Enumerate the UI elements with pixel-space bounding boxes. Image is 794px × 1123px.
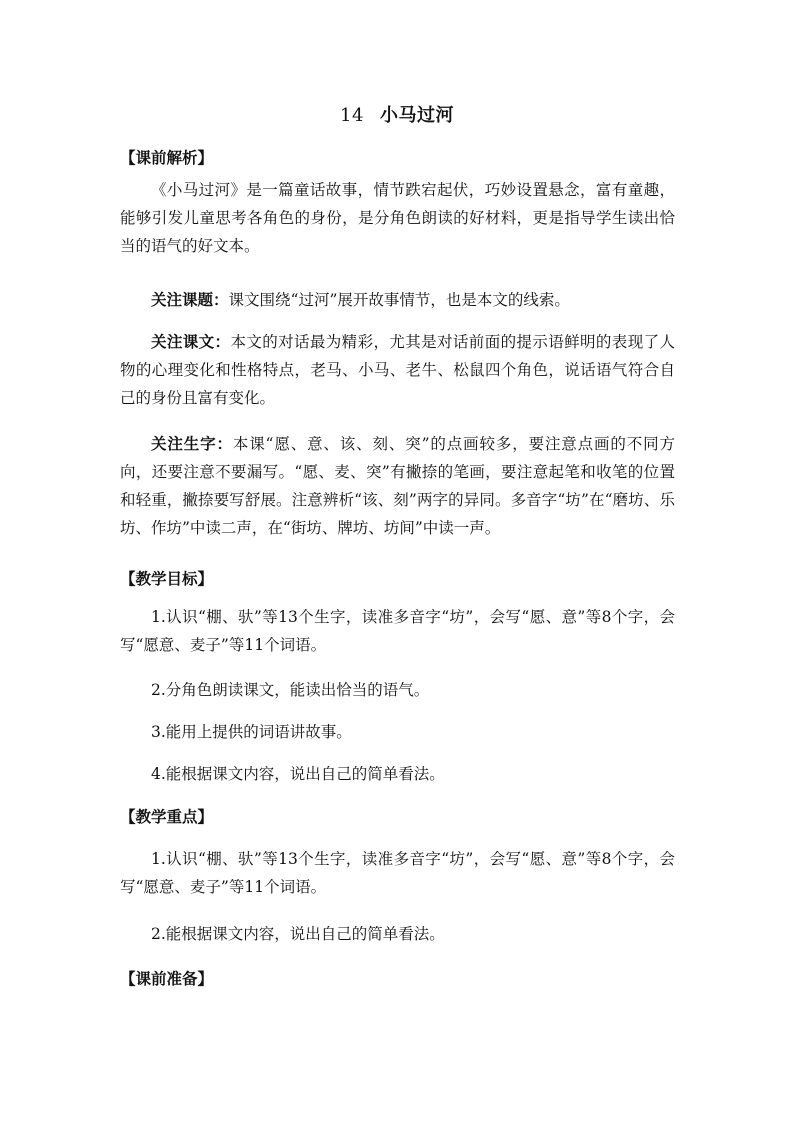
page-title — [0, 101, 794, 127]
goal-item-3: 3.能用上提供的词语讲故事。 — [151, 723, 352, 741]
goal-item-2: 2.分角色朗读课文，能读出恰当的语气。 — [151, 681, 430, 699]
title-number: 14 — [340, 105, 364, 126]
analysis-intro-paragraph: 《小马过河》是一篇童话故事，情节跌宕起伏，巧妙设置悬念，富有童趣，能够引发儿童思考各角色的身份，是分角色朗读的好材料，更是指导学生读出恰当的语气的好文本。 — [120, 181, 675, 255]
chars-paragraph — [120, 430, 675, 542]
topic-label: 关注课题： — [151, 290, 229, 309]
topic-text: 课文围绕“过河”展开故事情节，也是本文的线索。 — [228, 291, 570, 309]
goal-item-4: 4.能根据课文内容，说出自己的简单看法。 — [151, 765, 445, 783]
topic-paragraph — [120, 286, 675, 314]
keypoint-item-2: 2.能根据课文内容，说出自己的简单看法。 — [151, 925, 445, 943]
text-text: 本文的对话最为精彩，尤其是对话前面的提示语鲜明的表现了人物的心理变化和性格特点，老马、小马、老牛、松鼠四个角色，说话语气符合自己的身份且富有变化。 — [120, 333, 675, 407]
text-label: 关注课文： — [151, 332, 231, 351]
chars-text: 本课“愿、意、该、刻、突”的点画较多，要注意点画的不同方向，还要注意不要漏写。“愿、麦、突”有撇捺的笔画，要注意起笔和收笔的位置和轻重，撇捺要写舒展。注意辨析“该、刻”两字的异同。多音字“坊”在“磨坊、乐坊、作坊”中读二声，在“街坊、牌坊、坊间”中读一声。 — [120, 435, 675, 537]
section-heading-prep: 【课前准备】 — [120, 969, 214, 988]
keypoint-item-1: 1.认识“棚、驮”等13个生字，读准多音字“坊”，会写“愿、意”等8个字，会写“愿意、麦子”等11个词语。 — [120, 850, 675, 896]
chars-label: 关注生字： — [151, 434, 233, 453]
section-heading-goals: 【教学目标】 — [120, 569, 214, 588]
title-text: 小马过河 — [379, 105, 454, 126]
section-heading-analysis: 【课前解析】 — [120, 148, 214, 167]
goal-item-1: 1.认识“棚、驮”等13个生字，读准多音字“坊”，会写“愿、意”等8个字，会写“愿意、麦子”等11个词语。 — [120, 608, 675, 654]
section-heading-keypoints: 【教学重点】 — [120, 807, 214, 826]
text-paragraph — [120, 328, 675, 412]
